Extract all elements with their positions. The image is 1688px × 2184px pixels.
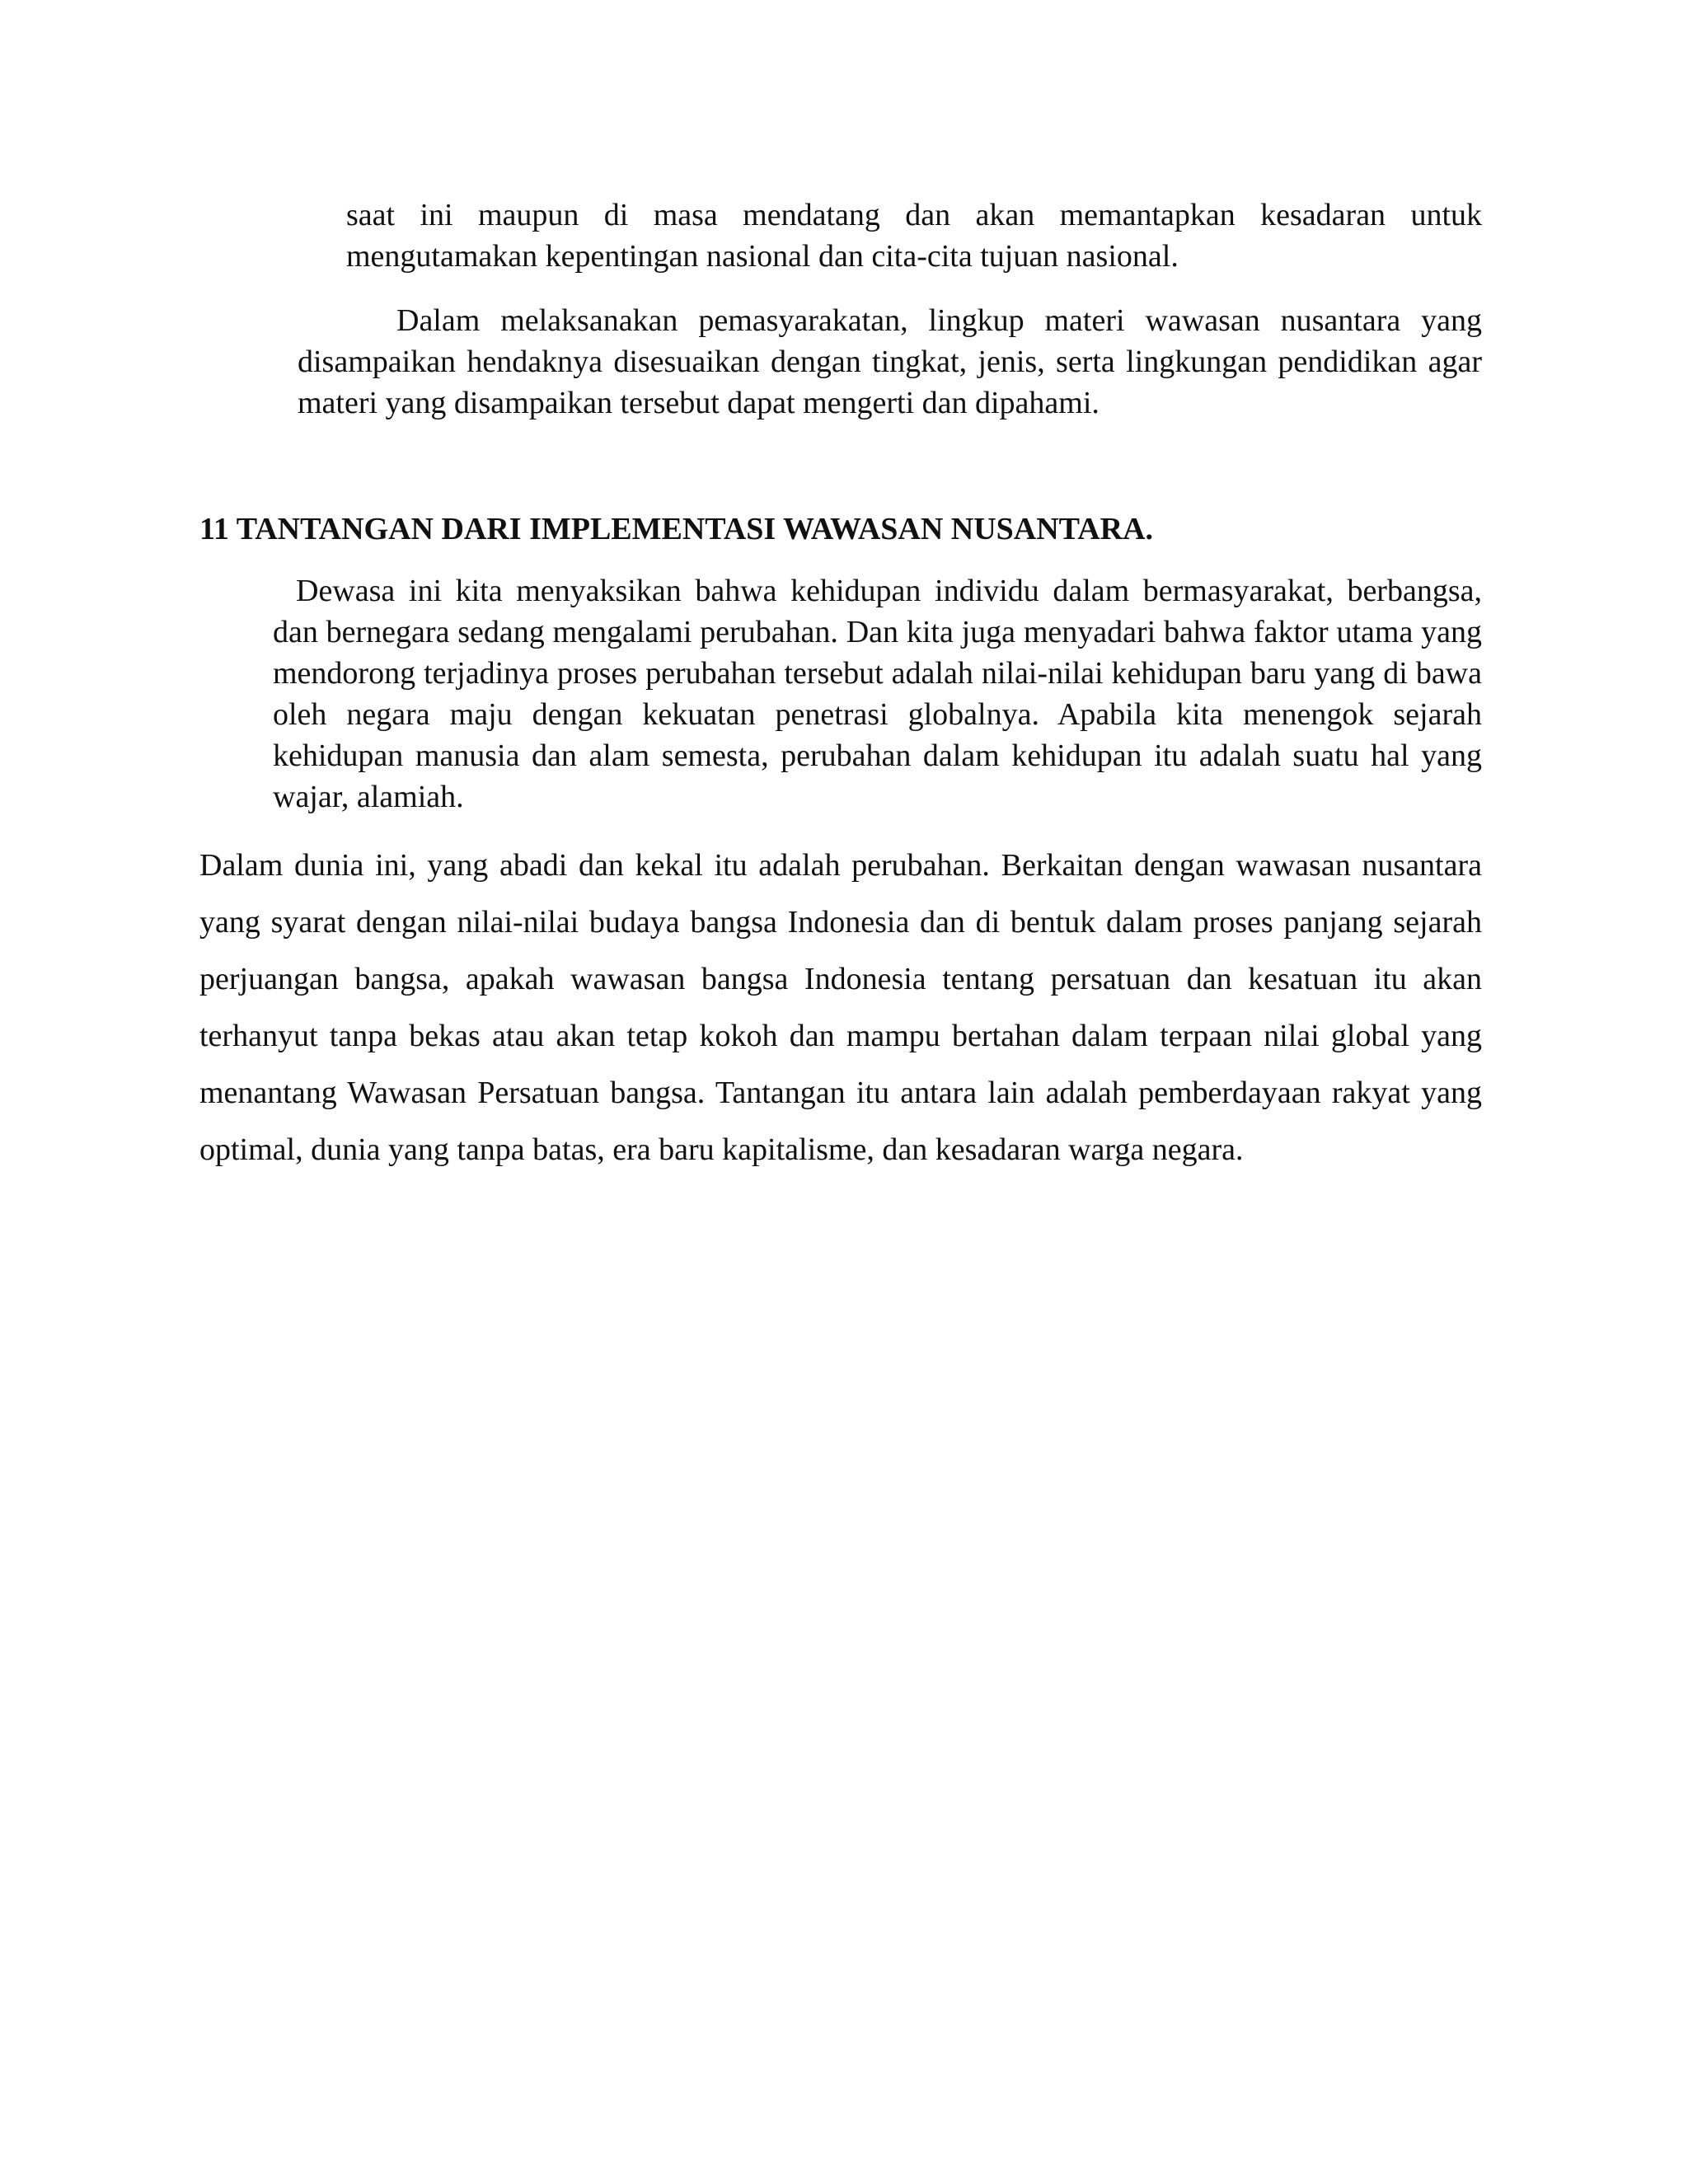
continuation-paragraph: saat ini maupun di masa mendatang dan akan memantapkan kesadaran untuk mengutamakan kepentingan nasional dan cita-cita tujuan nasional. xyxy=(346,198,1482,274)
dunia-paragraph: Dalam dunia ini, yang abadi dan kekal itu adalah perubahan. Berkaitan dengan wawasan nusantara yang syarat dengan nilai-nilai budaya bangsa Indonesia dan di bentuk dalam proses panjang sejarah perjuangan bangsa, apakah wawasan bangsa Indonesia tentang persatuan dan kesatuan itu akan terhanyut tanpa bekas atau akan tetap kokoh dan mampu bertahan dalam terpaan nilai global yang menantang Wawasan Persatuan bangsa. Tantangan itu antara lain adalah pemberdayaan rakyat yang optimal, dunia yang tanpa batas, era baru kapitalisme, dan kesadaran warga negara. xyxy=(199,848,1482,1167)
pemasyarakatan-paragraph: Dalam melaksanakan pemasyarakatan, lingkup materi wawasan nusantara yang disampaikan hendaknya disesuaikan dengan tingkat, jenis, serta lingkungan pendidikan agar materi yang disampaikan tersebut dapat mengerti dan dipahami. xyxy=(298,303,1482,420)
section-heading: 11 TANTANGAN DARI IMPLEMENTASI WAWASAN NUSANTARA. xyxy=(199,512,1154,546)
dewasa-paragraph: Dewasa ini kita menyaksikan bahwa kehidupan individu dalam bermasyarakat, berbangsa, dan bernegara sedang mengalami perubahan. Dan kita juga menyadari bahwa faktor utama yang mendorong terjadinya proses perubahan tersebut adalah nilai-nilai kehidupan baru yang di bawa oleh negara maju dengan kekuatan penetrasi globalnya. Apabila kita menengok sejarah kehidupan manusia dan alam semesta, perubahan dalam kehidupan itu adalah suatu hal yang wajar, alamiah. xyxy=(273,574,1482,814)
